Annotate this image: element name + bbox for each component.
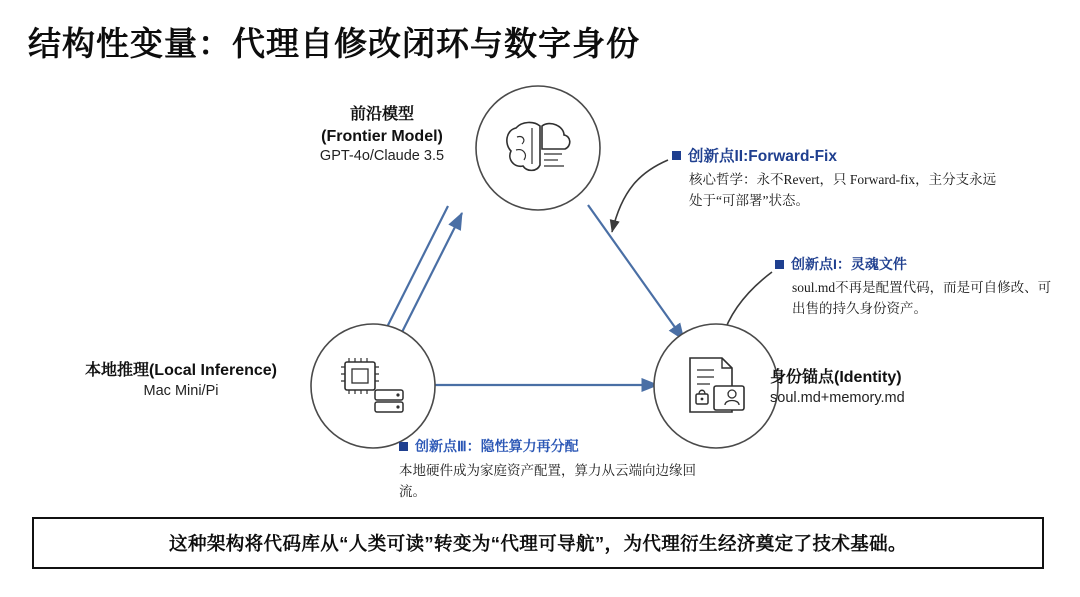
arrow-local-to-frontier — [393, 213, 462, 350]
frontier-label-line1: 前沿模型 — [349, 106, 414, 123]
local-label-line3: Mac Mini/Pi — [143, 382, 219, 399]
annotation-soul-file — [775, 254, 1055, 320]
local-label-line1: 本地推理(Local Inference) — [84, 362, 278, 379]
frontier-label-line2: (Frontier Model) — [321, 127, 443, 145]
annotation-forward-fix-body: 核心哲学：永不Revert，只 Forward-fix，主分支永远处于“可部署”状态。 — [689, 172, 997, 208]
bullet-square-icon — [775, 260, 784, 269]
node-label-identity-anchor — [770, 367, 1030, 408]
annotation-soul-file-heading-prefix: 创新点I： — [791, 256, 851, 272]
summary-banner — [32, 517, 1044, 569]
bullet-square-icon — [399, 442, 408, 451]
annotation-soul-file-heading — [775, 254, 1055, 274]
annotation-forward-fix-heading — [672, 144, 1002, 166]
page-title: 结构性变量：代理自修改闭环与数字身份 — [28, 25, 640, 62]
annotation-compute-realloc-heading — [399, 436, 699, 456]
annotation-compute-realloc — [399, 436, 699, 503]
frontier-label-line3: GPT-4o/Claude 3.5 — [319, 148, 445, 165]
annotation-soul-file-heading-accent: 灵魂文件 — [850, 256, 907, 272]
node-identity-anchor[interactable] — [654, 324, 778, 448]
identity-label-line3: soul.md+memory.md — [770, 389, 905, 406]
node-local-inference[interactable] — [311, 324, 435, 448]
node-frontier-model[interactable] — [476, 86, 600, 210]
annotation-forward-fix-heading-text: 创新点II:Forward-Fix — [688, 148, 837, 165]
annotation-compute-realloc-body: 本地硬件成为家庭资产配置，算力从云端向边缘回流。 — [399, 463, 696, 499]
identity-label-line1: 身份锚点(Identity) — [770, 369, 902, 386]
summary-banner-text: 这种架构将代码库从“人类可读”转变为“代理可导航”，为代理衍生经济奠定了技术基础。 — [169, 533, 907, 554]
arrow-frontier-to-local — [379, 206, 448, 343]
annotation-forward-fix — [672, 144, 1002, 212]
leader-line-forward-fix — [612, 160, 668, 232]
node-label-local-inference — [36, 360, 326, 401]
node-label-frontier-model — [272, 104, 492, 167]
annotation-compute-realloc-heading-text: 创新点Ⅲ：隐性算力再分配 — [415, 438, 579, 454]
arrow-frontier-to-identity — [588, 205, 684, 340]
annotation-soul-file-body: soul.md不再是配置代码，而是可自修改、可出售的持久身份资产。 — [792, 280, 1052, 316]
bullet-square-icon — [672, 151, 681, 160]
